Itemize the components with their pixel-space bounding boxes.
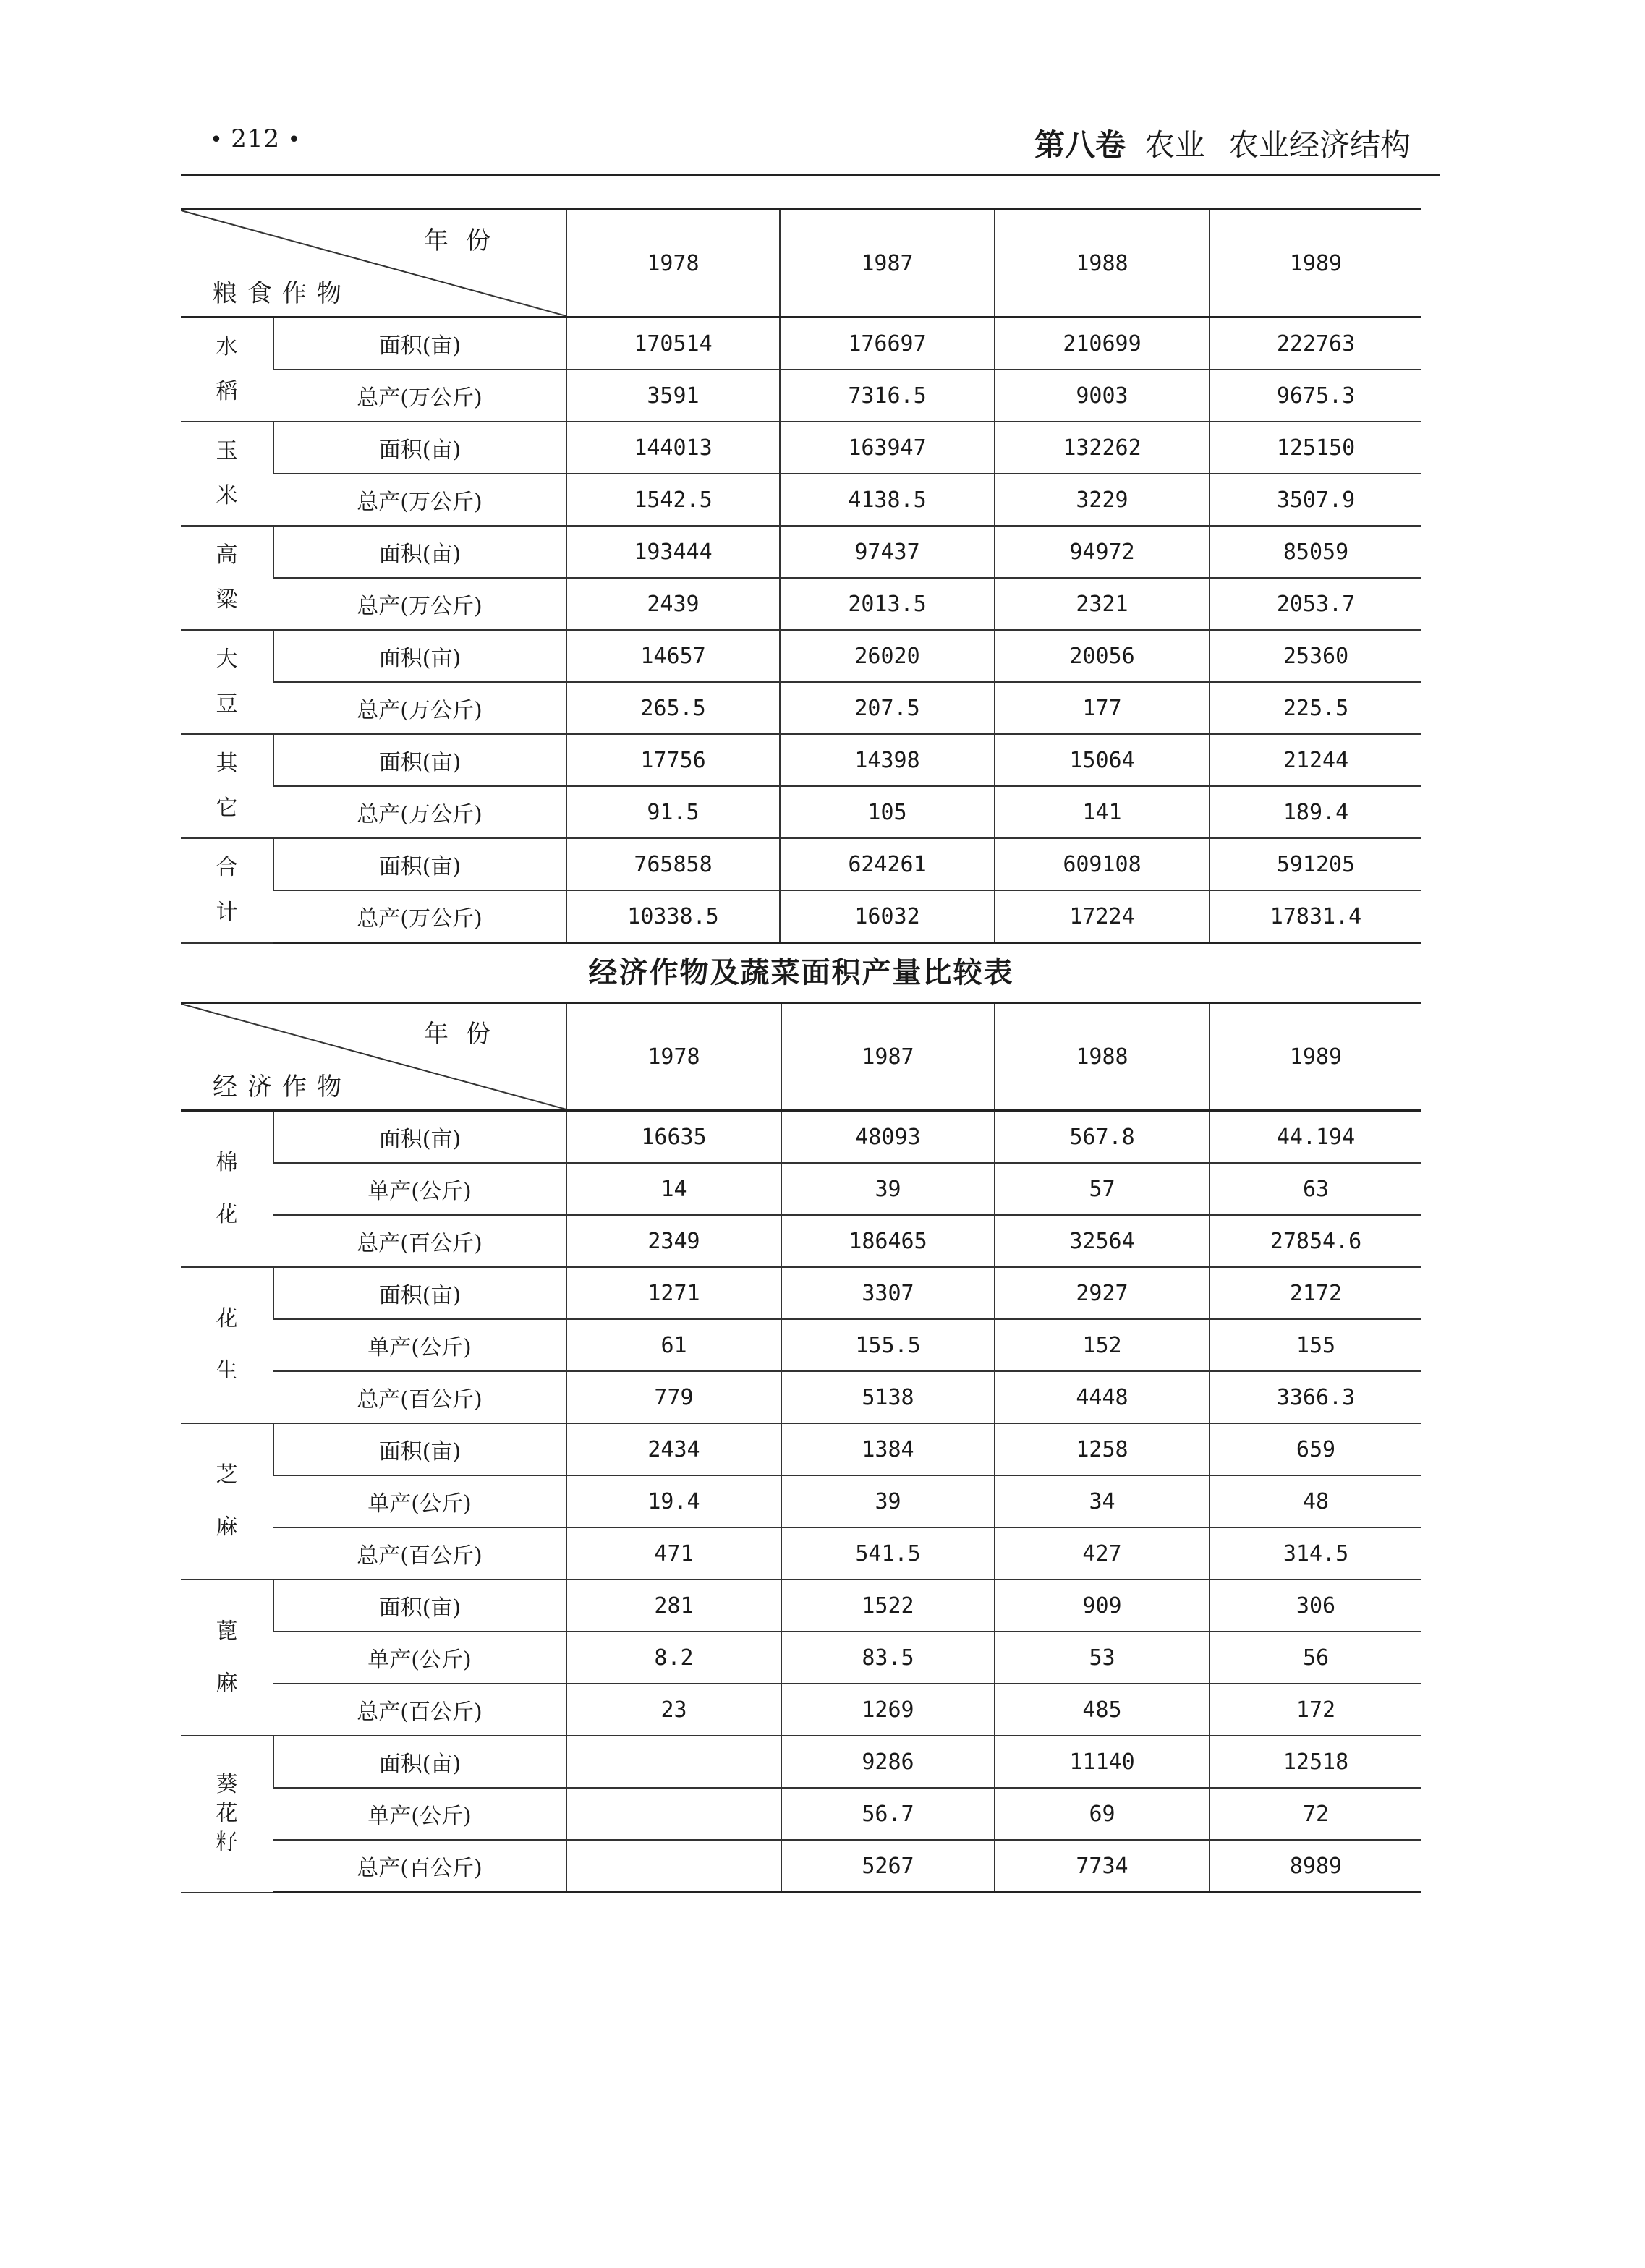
table-row (181, 630, 1421, 682)
metric-label: 单产(公斤) (273, 1475, 566, 1527)
table-row (181, 1632, 1421, 1684)
metric-label: 面积(亩) (273, 1267, 566, 1319)
value-cell: 765858 (566, 838, 780, 890)
metric-label: 面积(亩) (273, 1423, 566, 1475)
value-cell: 2927 (995, 1267, 1210, 1319)
value-cell: 2349 (566, 1215, 781, 1267)
value-cell: 186465 (781, 1215, 995, 1267)
value-cell: 39 (781, 1163, 995, 1215)
value-cell: 3507.9 (1210, 474, 1421, 526)
value-cell: 15064 (995, 734, 1210, 786)
table-row (181, 1840, 1421, 1893)
value-cell: 9675.3 (1210, 370, 1421, 422)
table-row (181, 1215, 1421, 1267)
table-row (181, 578, 1421, 630)
value-cell: 909 (995, 1580, 1210, 1632)
crop-name-char: 稻 (216, 379, 238, 404)
crop-name-char: 高 (216, 542, 238, 568)
value-cell: 4448 (995, 1371, 1210, 1423)
crop-name-char: 花 (216, 1801, 238, 1827)
table-row (181, 1527, 1421, 1580)
corner-top-label: 年份 (424, 226, 508, 255)
value-cell: 591205 (1210, 838, 1421, 890)
value-cell: 14 (566, 1163, 781, 1215)
metric-label: 总产(百公斤) (273, 1840, 566, 1893)
value-cell: 85059 (1210, 526, 1421, 578)
section-label: 农业 (1144, 127, 1205, 163)
value-cell: 16032 (780, 890, 995, 943)
table-row (181, 1267, 1421, 1319)
metric-label: 面积(亩) (273, 1111, 566, 1164)
crop-name-cell (181, 734, 273, 838)
table-row (181, 734, 1421, 786)
crop-name-cell (181, 422, 273, 526)
subsection-label: 农业经济结构 (1228, 127, 1411, 163)
metric-label: 单产(公斤) (273, 1632, 566, 1684)
crop-name-char: 米 (216, 483, 238, 508)
corner-bottom-label: 经济作物 (213, 1073, 352, 1101)
value-cell: 281 (566, 1580, 781, 1632)
corner-bottom-label: 粮食作物 (213, 279, 352, 308)
value-cell: 3307 (781, 1267, 995, 1319)
crop-name-char: 它 (216, 796, 238, 821)
crop-name-char: 麻 (216, 1671, 238, 1696)
metric-label: 总产(百公斤) (273, 1527, 566, 1580)
value-cell: 2013.5 (780, 578, 995, 630)
crop-name-cell (181, 1111, 273, 1268)
year-header: 1987 (781, 1003, 995, 1111)
value-cell: 2172 (1210, 1267, 1421, 1319)
value-cell: 61 (566, 1319, 781, 1371)
value-cell: 12518 (1210, 1736, 1421, 1788)
metric-label: 单产(公斤) (273, 1788, 566, 1840)
value-cell: 7734 (995, 1840, 1210, 1893)
value-cell: 48 (1210, 1475, 1421, 1527)
crop-name-char: 合 (216, 855, 238, 881)
table-row (181, 370, 1421, 422)
table-row (181, 1736, 1421, 1788)
crop-name-cell (181, 630, 273, 734)
crop-name-cell (181, 1267, 273, 1423)
value-cell: 471 (566, 1527, 781, 1580)
year-header: 1987 (780, 210, 995, 317)
table-row (181, 890, 1421, 943)
value-cell: 177 (995, 682, 1210, 734)
value-cell: 485 (995, 1684, 1210, 1736)
value-cell: 8989 (1210, 1840, 1421, 1893)
crop-name-cell (181, 1423, 273, 1580)
value-cell (566, 1788, 781, 1840)
value-cell: 39 (781, 1475, 995, 1527)
crop-name-char: 芝 (216, 1462, 238, 1488)
table-row (181, 1371, 1421, 1423)
value-cell: 314.5 (1210, 1527, 1421, 1580)
crop-name-cell (181, 838, 273, 943)
table-row (181, 1111, 1421, 1164)
value-cell: 4138.5 (780, 474, 995, 526)
value-cell: 2321 (995, 578, 1210, 630)
table-row (181, 1423, 1421, 1475)
metric-label: 总产(万公斤) (273, 474, 566, 526)
crop-name-char: 生 (216, 1358, 238, 1384)
table-row (181, 1684, 1421, 1736)
value-cell: 222763 (1210, 317, 1421, 370)
value-cell (566, 1736, 781, 1788)
year-header: 1989 (1210, 210, 1421, 317)
value-cell: 1384 (781, 1423, 995, 1475)
value-cell: 189.4 (1210, 786, 1421, 838)
value-cell: 125150 (1210, 422, 1421, 474)
crop-name-char: 花 (216, 1306, 238, 1331)
value-cell: 14657 (566, 630, 780, 682)
table-row (181, 474, 1421, 526)
value-cell: 11140 (995, 1736, 1210, 1788)
running-title (1034, 122, 1411, 165)
corner-top-label: 年份 (424, 1020, 508, 1049)
value-cell: 17756 (566, 734, 780, 786)
value-cell: 193444 (566, 526, 780, 578)
value-cell: 53 (995, 1632, 1210, 1684)
value-cell: 32564 (995, 1215, 1210, 1267)
value-cell: 207.5 (780, 682, 995, 734)
metric-label: 面积(亩) (273, 317, 566, 370)
economic-crops-table (181, 1002, 1421, 1893)
value-cell: 56 (1210, 1632, 1421, 1684)
value-cell: 170514 (566, 317, 780, 370)
value-cell: 265.5 (566, 682, 780, 734)
value-cell: 176697 (780, 317, 995, 370)
value-cell: 17831.4 (1210, 890, 1421, 943)
metric-label: 总产(百公斤) (273, 1684, 566, 1736)
metric-label: 总产(百公斤) (273, 1215, 566, 1267)
value-cell: 94972 (995, 526, 1210, 578)
year-header: 1989 (1210, 1003, 1421, 1111)
crop-name-char: 玉 (216, 438, 238, 464)
metric-label: 面积(亩) (273, 526, 566, 578)
value-cell: 8.2 (566, 1632, 781, 1684)
value-cell: 3229 (995, 474, 1210, 526)
value-cell: 155 (1210, 1319, 1421, 1371)
value-cell: 1271 (566, 1267, 781, 1319)
table-row (181, 317, 1421, 370)
page-number-value: 212 (231, 124, 281, 153)
crop-name-char: 粱 (216, 587, 238, 613)
value-cell: 34 (995, 1475, 1210, 1527)
value-cell: 5138 (781, 1371, 995, 1423)
value-cell: 105 (780, 786, 995, 838)
value-cell: 63 (1210, 1163, 1421, 1215)
year-header: 1978 (566, 210, 780, 317)
year-header: 1988 (995, 1003, 1210, 1111)
table2-title: 经济作物及蔬菜面积产量比较表 (588, 956, 1014, 989)
value-cell: 3366.3 (1210, 1371, 1421, 1423)
table-row (181, 838, 1421, 890)
value-cell: 44.194 (1210, 1111, 1421, 1164)
value-cell: 17224 (995, 890, 1210, 943)
table-row (181, 1580, 1421, 1632)
value-cell: 2434 (566, 1423, 781, 1475)
value-cell: 69 (995, 1788, 1210, 1840)
crop-name-char: 葵 (216, 1772, 238, 1798)
metric-label: 面积(亩) (273, 630, 566, 682)
value-cell: 427 (995, 1527, 1210, 1580)
metric-label: 单产(公斤) (273, 1319, 566, 1371)
volume-label: 第八卷 (1034, 127, 1126, 163)
crop-name-cell (181, 526, 273, 630)
table-header-row (181, 210, 1421, 317)
value-cell: 48093 (781, 1111, 995, 1164)
year-header: 1988 (995, 210, 1210, 317)
value-cell: 14398 (780, 734, 995, 786)
table-row (181, 1319, 1421, 1371)
value-cell: 19.4 (566, 1475, 781, 1527)
corner-header (181, 1003, 566, 1111)
value-cell: 23 (566, 1684, 781, 1736)
crop-name-char: 花 (216, 1202, 238, 1227)
table-row (181, 786, 1421, 838)
value-cell: 132262 (995, 422, 1210, 474)
table-row (181, 1788, 1421, 1840)
value-cell: 91.5 (566, 786, 780, 838)
crop-name-char: 大 (216, 647, 238, 672)
value-cell (566, 1840, 781, 1893)
value-cell: 152 (995, 1319, 1210, 1371)
table-row (181, 526, 1421, 578)
value-cell: 163947 (780, 422, 995, 474)
value-cell: 225.5 (1210, 682, 1421, 734)
table-row (181, 682, 1421, 734)
table-row (181, 422, 1421, 474)
value-cell: 1522 (781, 1580, 995, 1632)
table-row (181, 1475, 1421, 1527)
value-cell: 16635 (566, 1111, 781, 1164)
value-cell: 155.5 (781, 1319, 995, 1371)
value-cell: 141 (995, 786, 1210, 838)
metric-label: 面积(亩) (273, 1736, 566, 1788)
value-cell: 2053.7 (1210, 578, 1421, 630)
value-cell: 659 (1210, 1423, 1421, 1475)
value-cell: 56.7 (781, 1788, 995, 1840)
grain-crops-table (181, 208, 1421, 944)
crop-name-char: 水 (216, 334, 238, 359)
header-rule (181, 174, 1440, 176)
value-cell: 779 (566, 1371, 781, 1423)
year-header: 1978 (566, 1003, 781, 1111)
value-cell: 72 (1210, 1788, 1421, 1840)
page-header (181, 122, 1440, 174)
metric-label: 面积(亩) (273, 838, 566, 890)
table-header-row (181, 1003, 1421, 1111)
metric-label: 总产(万公斤) (273, 370, 566, 422)
metric-label: 面积(亩) (273, 1580, 566, 1632)
crop-name-char: 麻 (216, 1514, 238, 1540)
value-cell: 541.5 (781, 1527, 995, 1580)
crop-name-char: 豆 (216, 691, 238, 717)
metric-label: 单产(公斤) (273, 1163, 566, 1215)
metric-label: 总产(万公斤) (273, 890, 566, 943)
value-cell: 210699 (995, 317, 1210, 370)
value-cell: 172 (1210, 1684, 1421, 1736)
value-cell: 27854.6 (1210, 1215, 1421, 1267)
value-cell: 624261 (780, 838, 995, 890)
crop-name-cell (181, 317, 273, 422)
crop-name-char: 籽 (216, 1830, 238, 1856)
crop-name-char: 棉 (216, 1150, 238, 1175)
value-cell: 9286 (781, 1736, 995, 1788)
value-cell: 20056 (995, 630, 1210, 682)
page-number: • 212 • (210, 124, 302, 153)
value-cell: 609108 (995, 838, 1210, 890)
value-cell: 1269 (781, 1684, 995, 1736)
value-cell: 21244 (1210, 734, 1421, 786)
crop-name-cell (181, 1736, 273, 1893)
value-cell: 144013 (566, 422, 780, 474)
crop-name-char: 蓖 (216, 1619, 238, 1644)
metric-label: 总产(万公斤) (273, 786, 566, 838)
value-cell: 2439 (566, 578, 780, 630)
corner-header (181, 210, 566, 317)
value-cell: 83.5 (781, 1632, 995, 1684)
table-row (181, 1163, 1421, 1215)
metric-label: 面积(亩) (273, 734, 566, 786)
value-cell: 1258 (995, 1423, 1210, 1475)
metric-label: 总产(万公斤) (273, 682, 566, 734)
crop-name-char: 其 (216, 751, 238, 776)
value-cell: 10338.5 (566, 890, 780, 943)
metric-label: 总产(万公斤) (273, 578, 566, 630)
value-cell: 26020 (780, 630, 995, 682)
metric-label: 总产(百公斤) (273, 1371, 566, 1423)
value-cell: 25360 (1210, 630, 1421, 682)
value-cell: 306 (1210, 1580, 1421, 1632)
value-cell: 97437 (780, 526, 995, 578)
value-cell: 57 (995, 1163, 1210, 1215)
value-cell: 3591 (566, 370, 780, 422)
value-cell: 9003 (995, 370, 1210, 422)
value-cell: 5267 (781, 1840, 995, 1893)
crop-name-cell (181, 1580, 273, 1736)
value-cell: 7316.5 (780, 370, 995, 422)
value-cell: 1542.5 (566, 474, 780, 526)
value-cell: 567.8 (995, 1111, 1210, 1164)
crop-name-char: 计 (216, 900, 238, 926)
metric-label: 面积(亩) (273, 422, 566, 474)
